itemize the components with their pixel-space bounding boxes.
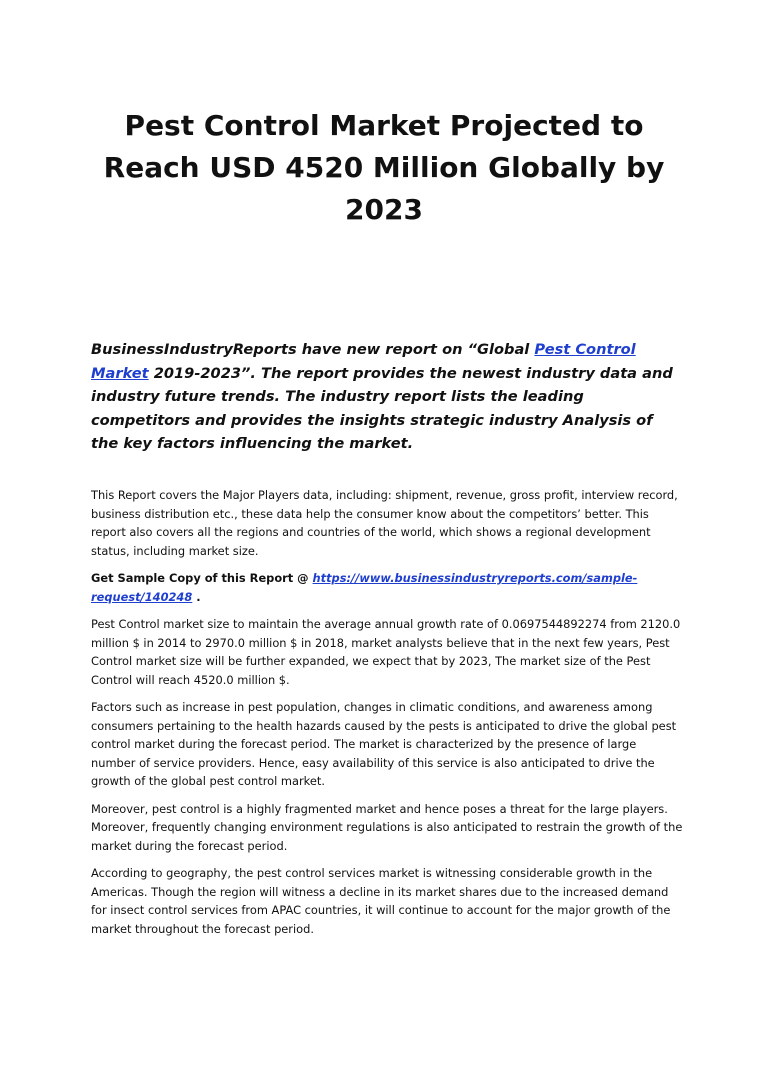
market-factors-paragraph: Factors such as increase in pest population, changes in climatic conditions, and awareness among consumers pertaining to the health hazards caused by the pests is anticipated to drive the global pest control market during the forecast period. The market is characterized by the presence of large number of service providers. Hence, easy availability of this service is also anticipated to drive the growth of the global pest control market. xyxy=(91,700,677,788)
document-title: Pest Control Market Projected to Reach USD 4520 Million Globally by 2023 xyxy=(103,109,665,226)
major-players-paragraph: This Report covers the Major Players data, including: shipment, revenue, gross profit, interview record, business distribution etc., these data help the consumer know about the competitors’ better. This report also covers all the regions and countries of the world, which shows a regional development status, including market size. xyxy=(91,488,678,558)
market-size-paragraph: Pest Control market size to maintain the average annual growth rate of 0.0697544892274 from 2120.0 million $ in 2014 to 2970.0 million $ in 2018, market analysts believe that in the next few years, Pest Control market size will be further expanded, we expect that by 2023, The market size of the Pest Control will reach 4520.0 million $. xyxy=(91,617,681,687)
sample-copy-paragraph xyxy=(91,569,683,606)
intro-paragraph xyxy=(91,338,683,456)
body-content xyxy=(91,486,683,947)
sample-trailing-dot: . xyxy=(192,589,201,604)
market-fragmentation-paragraph: Moreover, pest control is a highly fragmented market and hence poses a threat for the large players. Moreover, frequently changing environment regulations is also anticipated to restrain the growth of the market during the forecast period. xyxy=(91,801,683,853)
sample-copy-label: Get Sample Copy of this Report @ xyxy=(91,571,313,585)
intro-text-start: BusinessIndustryReports have new report on “Global xyxy=(91,341,535,358)
sample-request-link[interactable]: https://www.businessindustryreports.com/sample-request/140248 xyxy=(91,571,638,604)
pest-control-market-link[interactable]: Pest Control Market xyxy=(91,341,636,382)
geography-paragraph: According to geography, the pest control services market is witnessing considerable growth in the Americas. Though the region will witness a decline in its market shares due to the increased demand for insect control services from APAC countries, it will continue to account for the major growth of the market throughout the forecast period. xyxy=(91,866,671,936)
intro-text-end: 2019-2023”. The report provides the newest industry data and industry future trends. The industry report lists the leading competitors and provides the insights strategic industry Analysis of the key factors influencing the market. xyxy=(91,364,673,452)
